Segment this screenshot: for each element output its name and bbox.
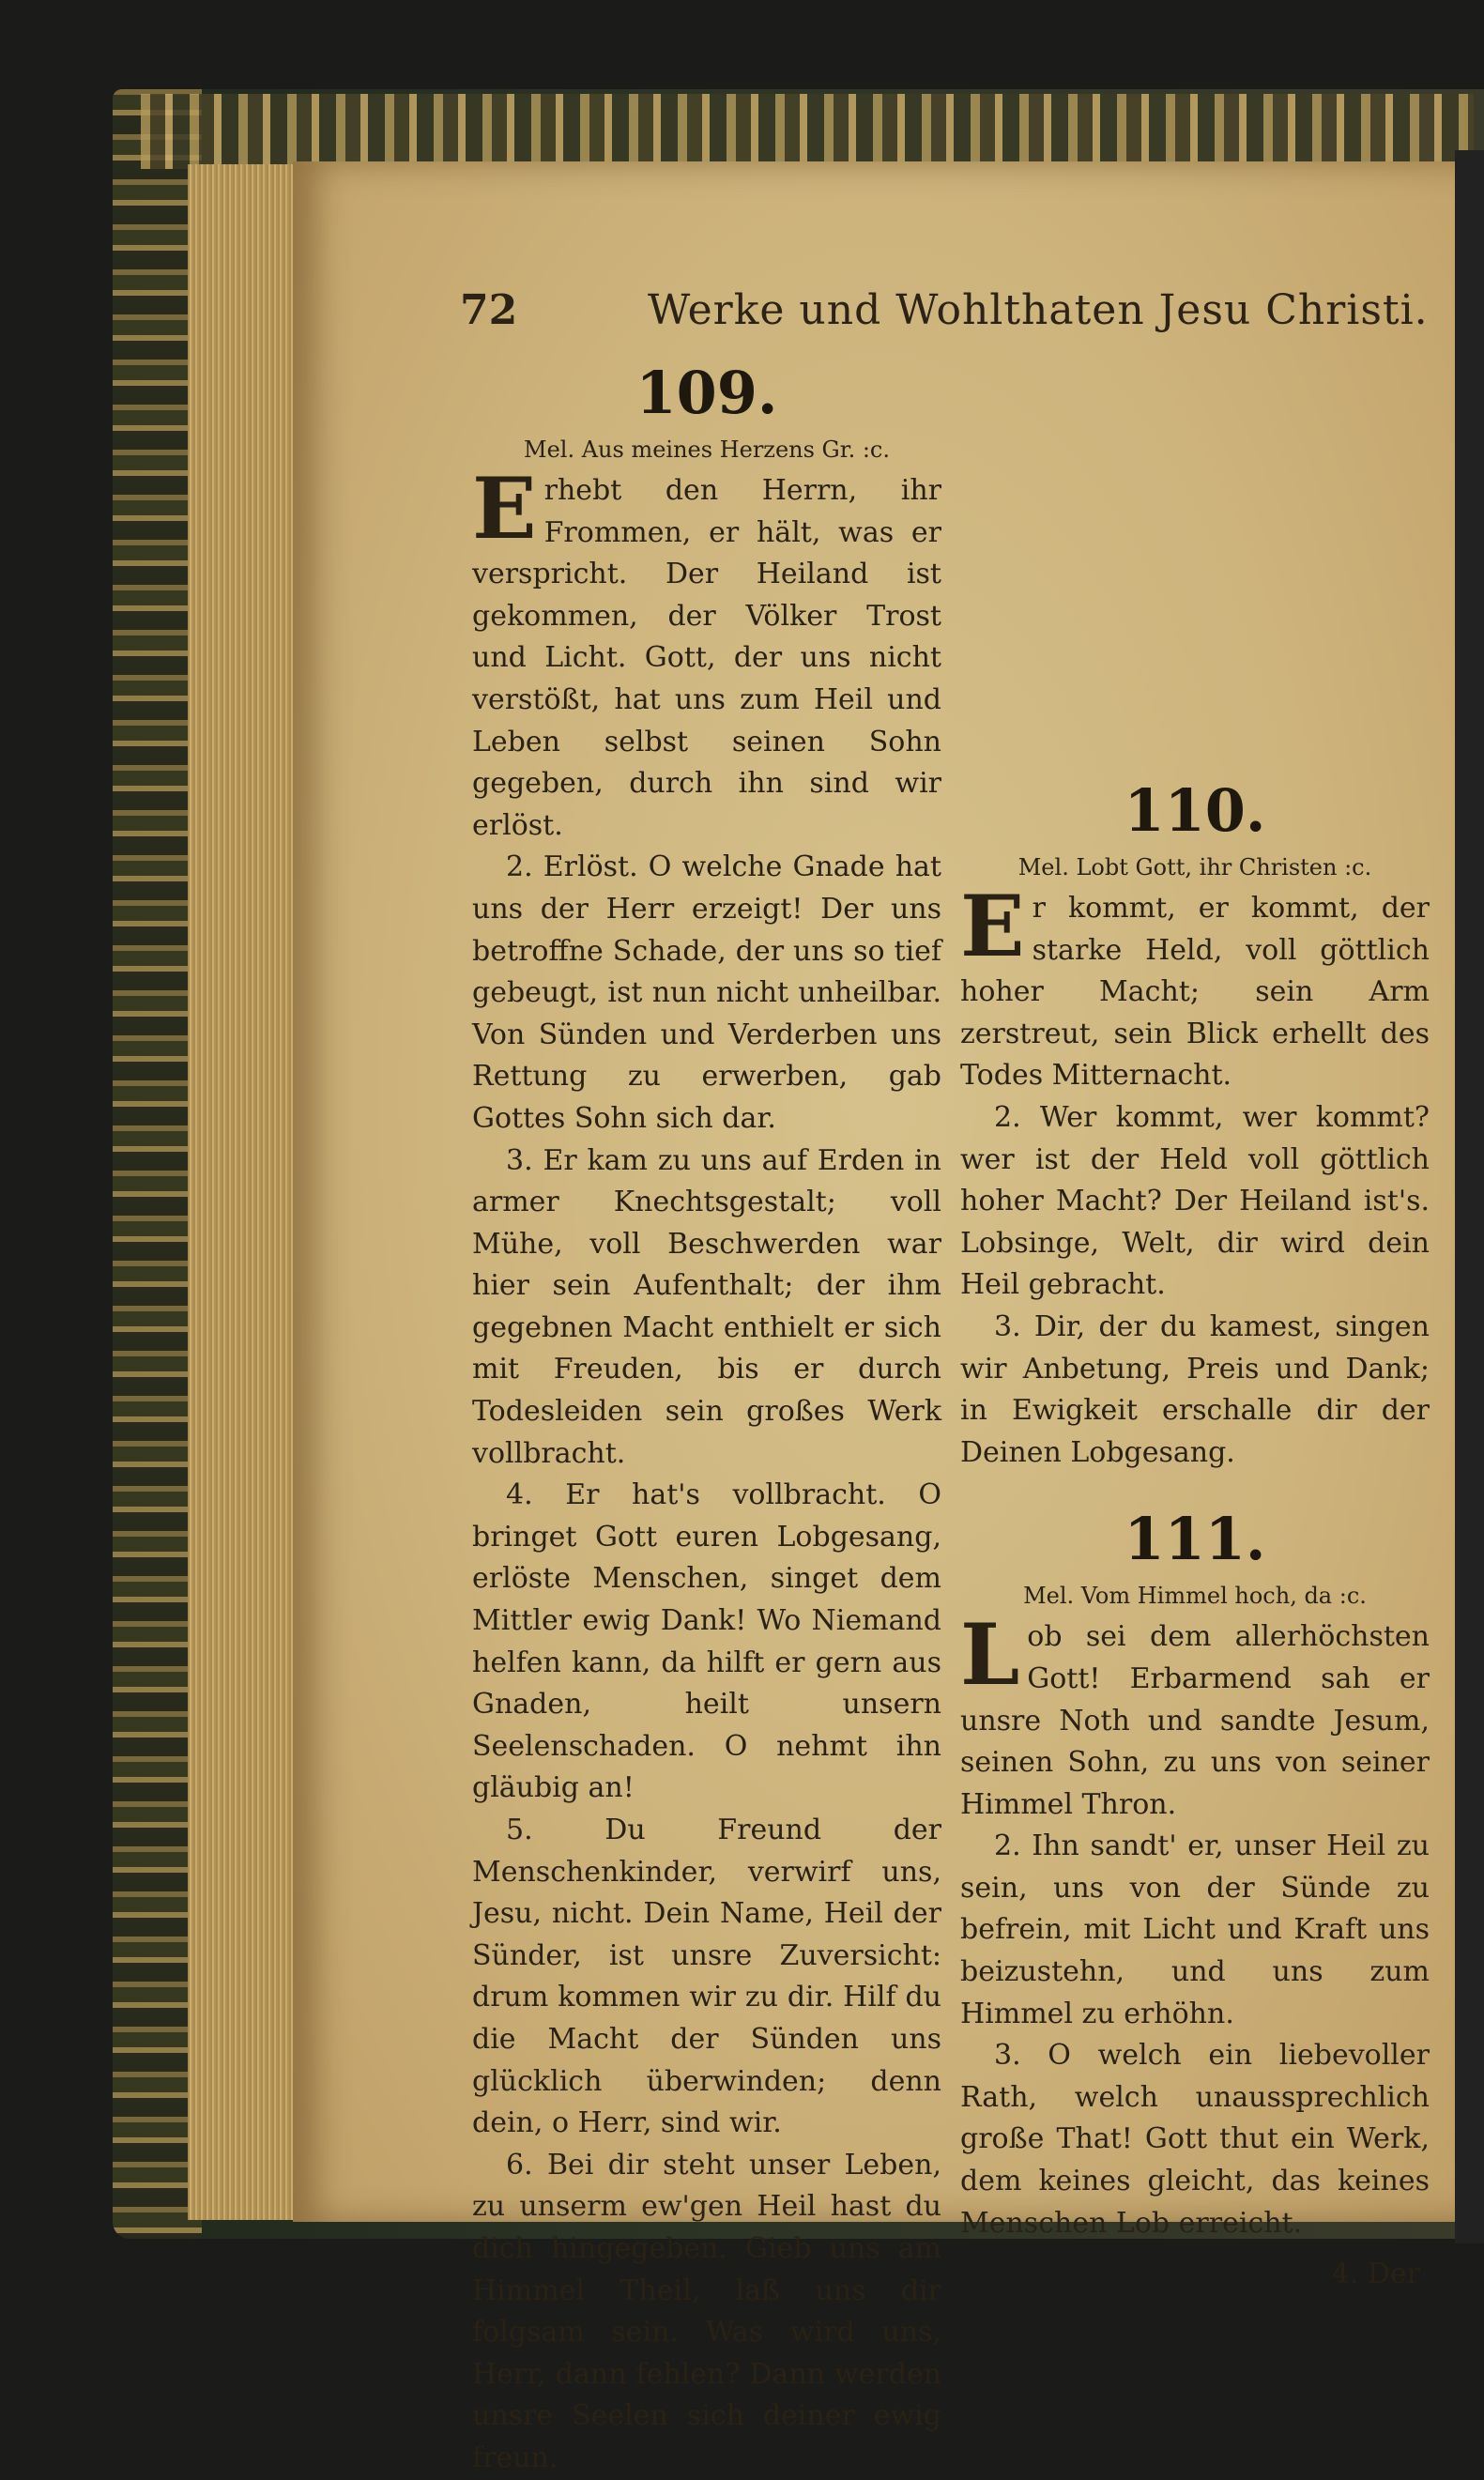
hymn-verse: 2. Erlöst. O welche Gnade hat uns der Herr erzeigt! Der uns betroffne Schade, der uns so tief gebeugt, ist nun nicht unheilbar. Von Sünden und Verderben uns Rettung zu erwerben, gab Gottes Sohn sich dar. (472, 850, 941, 1135)
hymn-verse: Er kommt, er kommt, der starke Held, voll göttlich hoher Macht; sein Arm zerstreut, sein Blick erhellt des Todes Mitternacht. (960, 877, 1430, 1093)
running-title: Werke und Wohlthaten Jesu Christi. (648, 286, 1429, 334)
hymn-melody: Mel. Lobt Gott, ihr Christen :c. (1017, 854, 1372, 880)
hymn-verse: 4. Er hat's vollbracht. O bringet Gott euren Lobgesang, erlöste Menschen, singet dem Mittler ewig Dank! Wo Niemand helfen kann, da hilft er gern aus Gnaden, heilt unsern Seelenschaden. O nehmt ihn gläubig an! (472, 1478, 941, 1805)
drop-cap: E (960, 877, 1025, 976)
right-column (960, 770, 1430, 2296)
drop-cap: L (960, 1605, 1020, 1706)
hymn-verse: 2. Wer kommt, wer kommt? wer ist der Held voll göttlich hoher Macht? Der Heiland ist's. Lobsinge, Welt, dir wird dein Heil gebracht. (960, 1100, 1430, 1302)
hymn-melody: Mel. Vom Himmel hoch, da :c. (1023, 1583, 1367, 1610)
dark-background-edge (1455, 150, 1484, 2243)
page-header (460, 286, 1446, 343)
hymn-verse: 3. Dir, der du kamest, singen wir Anbetung, Preis und Dank; in Ewigkeit erschalle dir der Deinen Lobgesang. (960, 1309, 1430, 1469)
gilt-border-top (141, 94, 1474, 169)
hymn-verse: 5. Du Freund der Menschenkinder, verwirf uns, Jesu, nicht. Dein Name, Heil der Sünder, ist unsre Zuversicht: drum kommen wir zu dir. Hilf du die Macht der Sünden uns glücklich überwinden; denn dein, o Herr, sind wir. (472, 1814, 941, 2140)
hymn-verse: Lob sei dem allerhöchsten Gott! Erbarmend sah er unsre Noth und sandte Jesum, seinen Sohn, zu uns von seiner Himmel Thron. (960, 1605, 1430, 1821)
catchword: 4. Der (1331, 2258, 1420, 2291)
hymn-number: 110. (1124, 776, 1266, 845)
left-column (472, 352, 941, 2480)
hymn-verse: Erhebt den Herrn, ihr Frommen, er hält, was er verspricht. Der Heiland ist gekommen, der Völker Trost und Licht. Gott, der uns nicht verstößt, hat uns zum Heil und Leben selbst seinen Sohn gegeben, durch ihn sind wir erlöst. (472, 459, 941, 842)
drop-cap: E (472, 459, 537, 559)
hymn-verse: 6. Bei dir steht unser Leben, zu unserm ew'gen Heil hast du dich hingegeben. Gieb uns am Himmel Theil, laß uns dir folgsam sein. Was wird uns, Herr, dann fehlen? Dann werden unsre Seelen sich deiner ewig freun. (472, 2148, 941, 2474)
hymn-verse: 3. Er kam zu uns auf Erden in armer Knechtsgestalt; voll Mühe, voll Beschwerden war hier sein Aufenthalt; der ihm gegebnen Macht enthielt er sich mit Freuden, bis er durch Todesleiden sein großes Werk vollbracht. (472, 1143, 941, 1470)
hymn-number: 111. (1124, 1505, 1266, 1574)
hymn-melody: Mel. Aus meines Herzens Gr. :c. (524, 436, 890, 463)
hymn-verse: 3. O welch ein liebevoller Rath, welch unaussprechlich große That! Gott thut ein Werk, dem keines gleicht, das keines Menschen Lob erreicht. (960, 2039, 1430, 2240)
hymn-number: 109. (635, 359, 778, 427)
page-edges (188, 164, 296, 2220)
page-number: 72 (460, 286, 518, 334)
hymn-verse: 2. Ihn sandt' er, unser Heil zu sein, uns von der Sünde zu befrein, mit Licht und Kraft uns beizustehn, und uns zum Himmel zu erhöhn. (960, 1829, 1430, 2030)
